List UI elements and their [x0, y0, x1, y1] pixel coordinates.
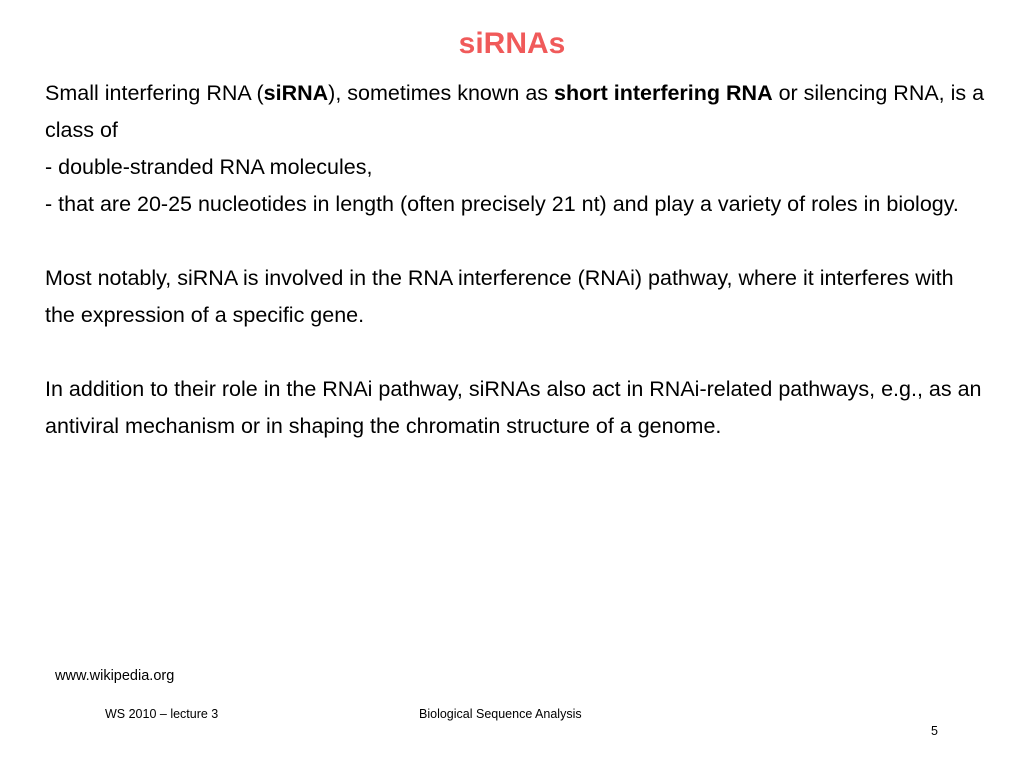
paragraph-spacer [45, 223, 985, 260]
related-pathways-paragraph: In addition to their role in the RNAi pathway, siRNAs also act in RNAi-related pathways, e.g., as an antiviral mechanism or in shaping the chromatin structure of a genome. [45, 377, 982, 438]
bullet-nucleotide-length: - that are 20-25 nucleotides in length (often precisely 21 nt) and play a variety of roles in biology. [45, 192, 959, 216]
definition-intro: Small interfering RNA ( [45, 81, 264, 105]
footer-course: WS 2010 – lecture 3 [105, 707, 219, 721]
slide-body [45, 75, 985, 445]
definition-paragraph [45, 75, 985, 149]
definition-tail: or silencing RNA, is a class of [45, 81, 985, 142]
bullet-double-stranded: - double-stranded RNA molecules, [45, 155, 373, 179]
term-sirna: siRNA [263, 81, 329, 105]
page-number: 5 [931, 724, 938, 738]
definition-mid: ), sometimes known as [328, 81, 554, 105]
rnai-pathway-paragraph: Most notably, siRNA is involved in the RNA interference (RNAi) pathway, where it interferes with the expression of a specific gene. [45, 266, 954, 327]
term-short-interfering-rna: short interfering RNA [554, 81, 773, 105]
footer-subject: Biological Sequence Analysis [419, 707, 582, 721]
paragraph-spacer [45, 334, 985, 371]
slide-title: siRNAs [458, 27, 566, 60]
source-link[interactable]: www.wikipedia.org [55, 668, 175, 684]
